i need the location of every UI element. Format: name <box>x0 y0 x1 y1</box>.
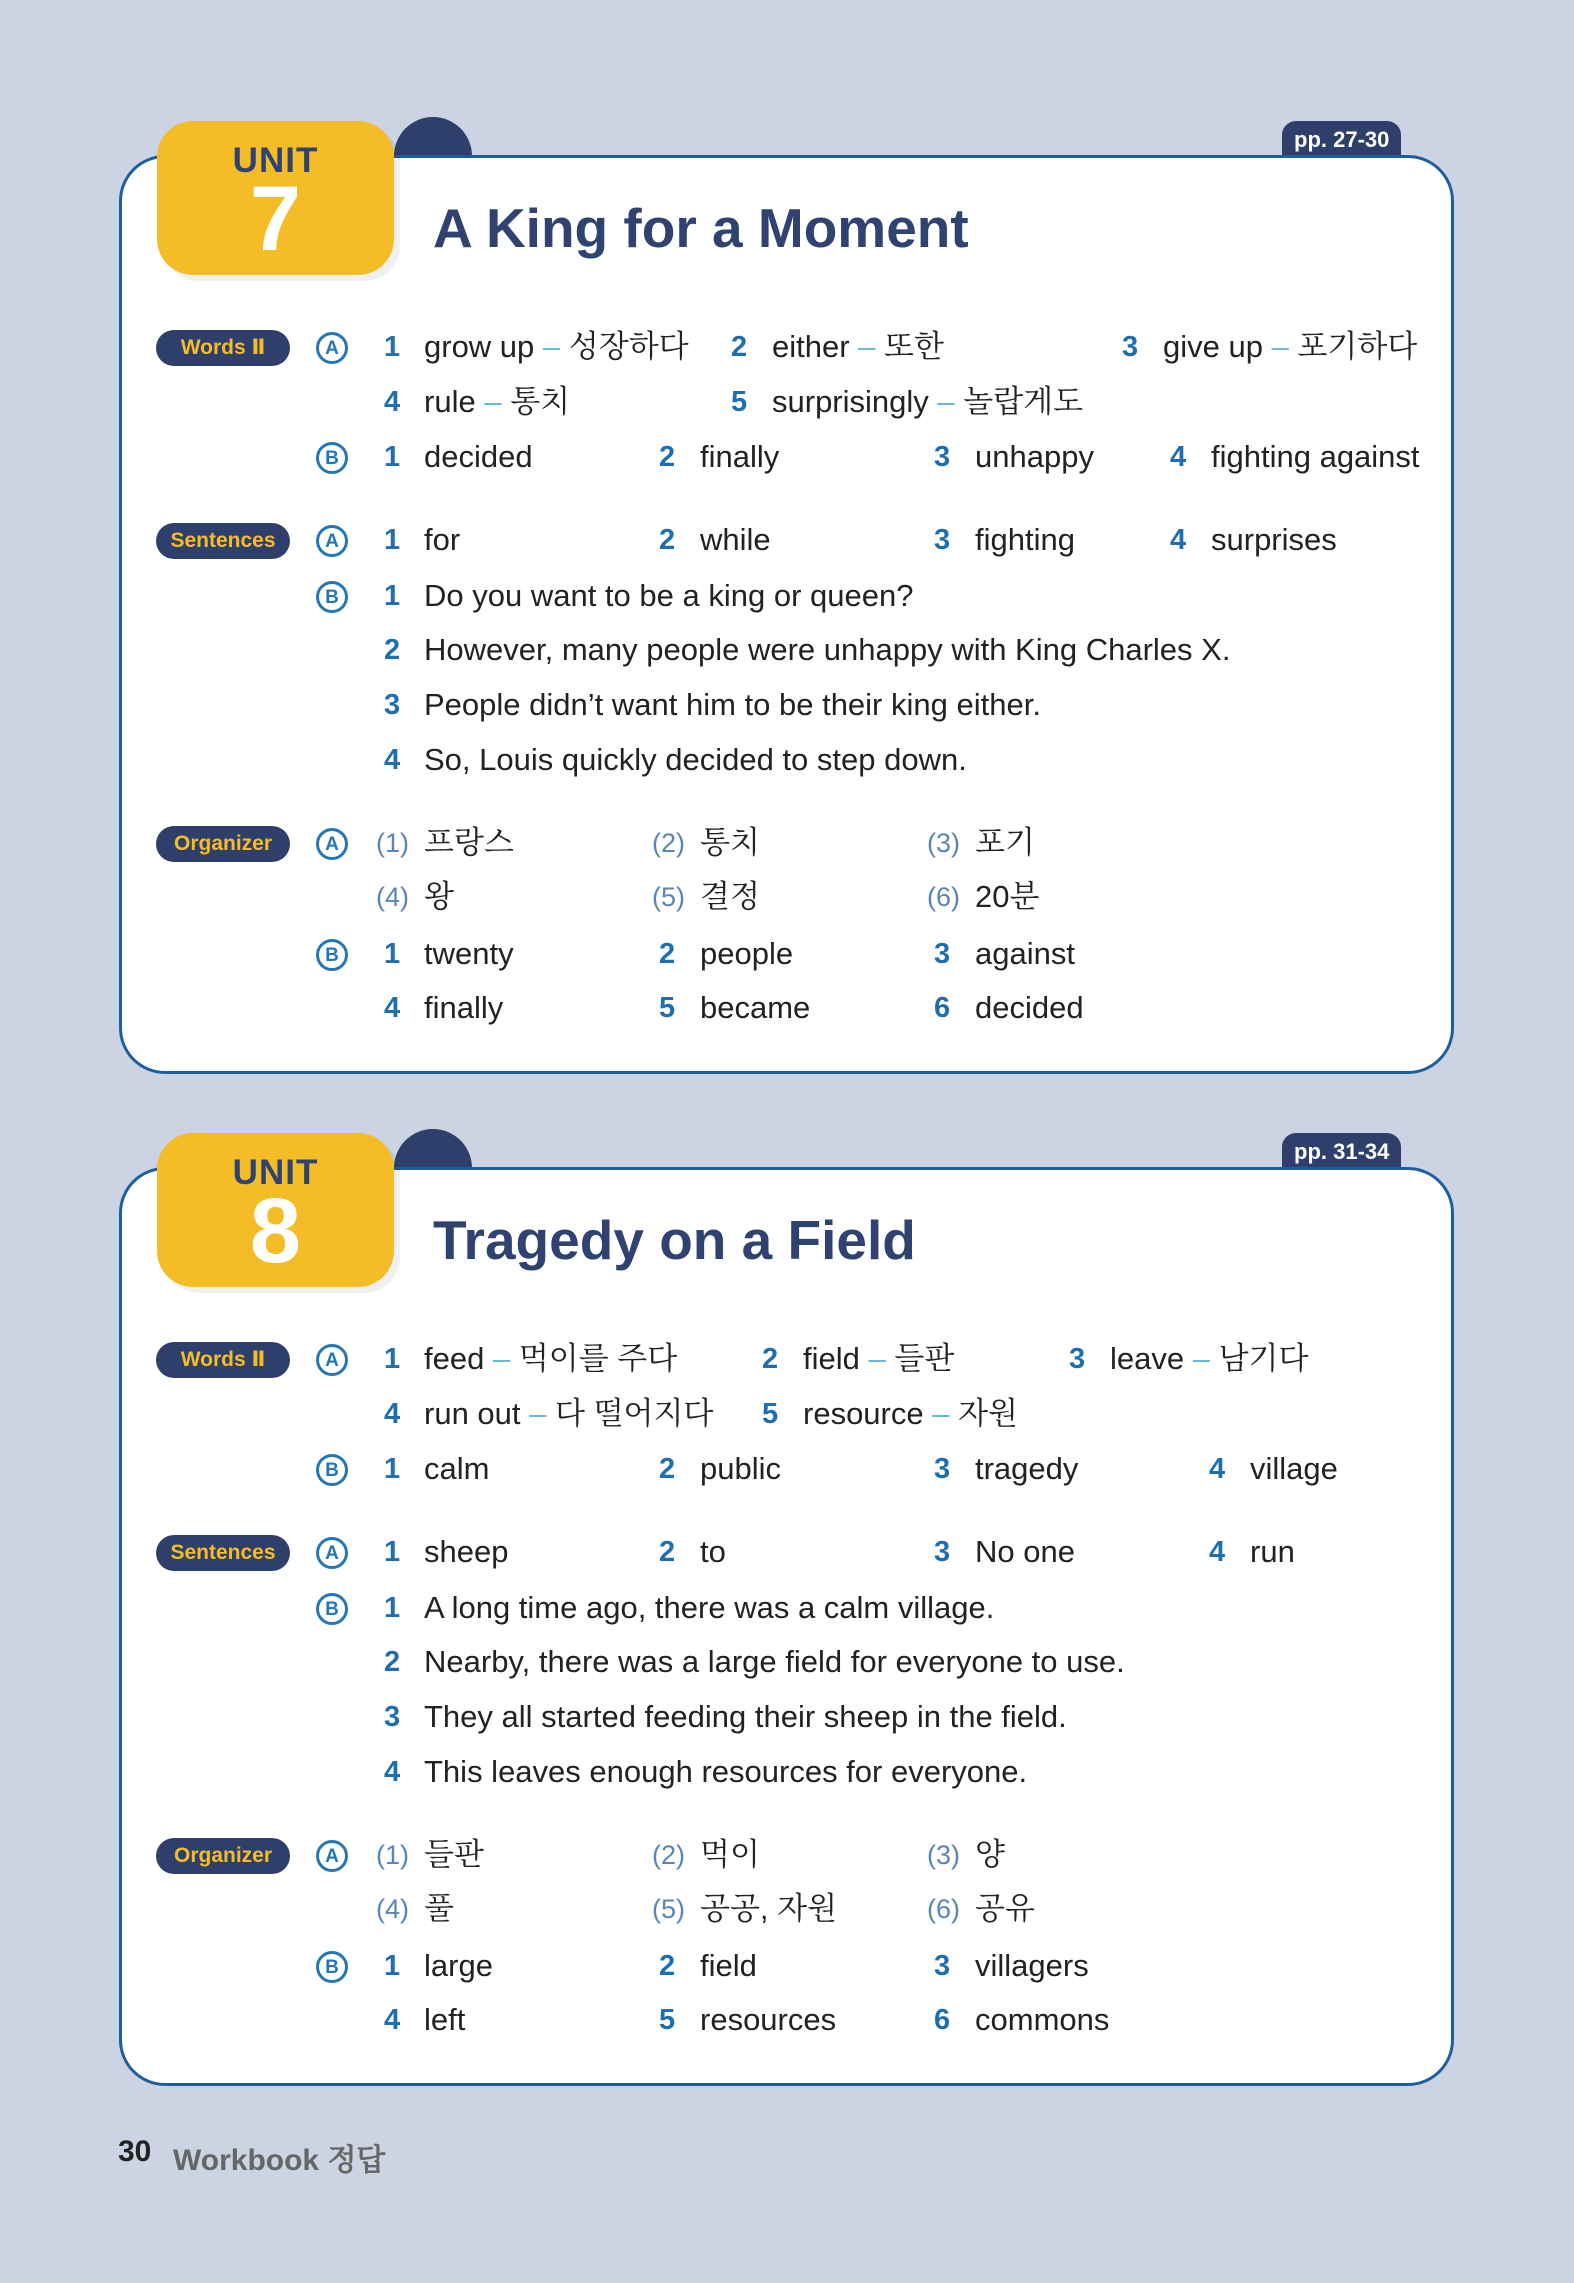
item-number: 4 <box>384 386 401 418</box>
answer: fighting <box>975 522 1075 557</box>
answer: 공유 <box>975 1891 1035 1926</box>
item-number: 4 <box>384 2004 401 2036</box>
item-number: 2 <box>659 441 676 473</box>
answer: feed – 먹이를 주다 <box>424 1341 678 1376</box>
unit-badge <box>157 121 394 275</box>
item-number: 3 <box>934 524 951 556</box>
item-number: 1 <box>384 1343 401 1375</box>
page-range-badge: pp. 27-30 <box>1282 121 1401 157</box>
item-number: 3 <box>1069 1343 1086 1375</box>
answer: field <box>700 1948 757 1983</box>
answer: tragedy <box>975 1451 1079 1486</box>
item-number: (2) <box>652 828 685 858</box>
answer: large <box>424 1948 493 1983</box>
answer: commons <box>975 2002 1110 2037</box>
item-number: 4 <box>1170 441 1187 473</box>
answer: 공공, 자원 <box>700 1891 838 1926</box>
answer: resource – 자원 <box>803 1396 1019 1431</box>
item-number: 2 <box>659 524 676 556</box>
answer: 들판 <box>424 1837 484 1872</box>
item-number: 5 <box>659 2004 676 2036</box>
sentences-section-label: Sentences <box>156 1535 290 1571</box>
section-a-marker: A <box>316 1537 348 1569</box>
answer: run out – 다 떨어지다 <box>424 1396 714 1431</box>
answer: twenty <box>424 936 514 971</box>
section-a-marker: A <box>316 525 348 557</box>
section-b-marker: B <box>316 939 348 971</box>
unit-8-card <box>119 1167 1454 2086</box>
answer: to <box>700 1534 726 1569</box>
answer: give up – 포기하다 <box>1163 329 1418 364</box>
answer: finally <box>700 439 780 474</box>
item-number: 1 <box>384 1536 401 1568</box>
unit-title: A King for a Moment <box>433 197 969 259</box>
item-number: 1 <box>384 441 401 473</box>
item-number: 4 <box>384 992 401 1024</box>
item-number: 3 <box>384 689 401 721</box>
item-number: (4) <box>376 882 409 912</box>
item-number: 1 <box>384 1592 401 1624</box>
item-number: 3 <box>934 1950 951 1982</box>
words-section-label: Words Ⅱ <box>156 1342 290 1378</box>
item-number: 3 <box>934 1453 951 1485</box>
item-number: 1 <box>384 524 401 556</box>
item-number: 3 <box>1122 331 1139 363</box>
item-number: 5 <box>731 386 748 418</box>
section-a-marker: A <box>316 332 348 364</box>
item-number: (4) <box>376 1894 409 1924</box>
item-number: 5 <box>659 992 676 1024</box>
sentence-answer: Nearby, there was a large field for everyone to use. <box>424 1644 1125 1679</box>
item-number: 4 <box>1209 1536 1226 1568</box>
item-number: 2 <box>731 331 748 363</box>
answer: surprises <box>1211 522 1337 557</box>
item-number: 5 <box>762 1398 779 1430</box>
section-a-marker: A <box>316 828 348 860</box>
answer: 왕 <box>424 879 454 914</box>
item-number: (5) <box>652 1894 685 1924</box>
unit-label: UNIT <box>232 1153 319 1192</box>
item-number: (6) <box>927 1894 960 1924</box>
unit-title: Tragedy on a Field <box>433 1209 916 1271</box>
answer: village <box>1250 1451 1338 1486</box>
item-number: 2 <box>659 938 676 970</box>
unit-number: 8 <box>249 1180 302 1282</box>
section-a-marker: A <box>316 1344 348 1376</box>
answer: decided <box>975 990 1084 1025</box>
item-number: (3) <box>927 828 960 858</box>
item-number: 4 <box>1209 1453 1226 1485</box>
footer-label: Workbook 정답 <box>173 2144 386 2177</box>
item-number: 3 <box>934 938 951 970</box>
sentence-answer: They all started feeding their sheep in the field. <box>424 1699 1067 1734</box>
answer: rule – 통치 <box>424 384 571 419</box>
organizer-section-label: Organizer <box>156 1838 290 1874</box>
section-b-marker: B <box>316 1454 348 1486</box>
item-number: 1 <box>384 1950 401 1982</box>
item-number: 6 <box>934 2004 951 2036</box>
section-b-marker: B <box>316 1951 348 1983</box>
sentence-answer: However, many people were unhappy with King Charles X. <box>424 632 1231 667</box>
item-number: 4 <box>1170 524 1187 556</box>
item-number: 1 <box>384 938 401 970</box>
answer: became <box>700 990 811 1025</box>
answer: while <box>700 522 771 557</box>
item-number: (6) <box>927 882 960 912</box>
item-number: (5) <box>652 882 685 912</box>
organizer-section-label: Organizer <box>156 826 290 862</box>
item-number: (1) <box>376 1840 409 1870</box>
answer: grow up – 성장하다 <box>424 329 689 364</box>
answer: 양 <box>975 1837 1005 1872</box>
item-number: 4 <box>384 1756 401 1788</box>
item-number: 3 <box>934 441 951 473</box>
answer: 먹이 <box>700 1837 760 1872</box>
answer: 통치 <box>700 825 760 860</box>
answer: people <box>700 936 794 971</box>
answer: sheep <box>424 1534 509 1569</box>
answer: fighting against <box>1211 439 1420 474</box>
page-range-badge: pp. 31-34 <box>1282 1133 1401 1169</box>
answer: 포기 <box>975 825 1035 860</box>
item-number: 2 <box>659 1536 676 1568</box>
answer: calm <box>424 1451 490 1486</box>
section-a-marker: A <box>316 1840 348 1872</box>
item-number: 3 <box>934 1536 951 1568</box>
unit-label: UNIT <box>232 141 319 180</box>
sentence-answer: People didn’t want him to be their king either. <box>424 687 1041 722</box>
item-number: (3) <box>927 1840 960 1870</box>
answer: unhappy <box>975 439 1094 474</box>
answer: leave – 남기다 <box>1110 1341 1309 1376</box>
unit-number: 7 <box>249 168 302 270</box>
answer: against <box>975 936 1075 971</box>
answer: either – 또한 <box>772 329 944 364</box>
item-number: 4 <box>384 1398 401 1430</box>
item-number: 2 <box>659 1453 676 1485</box>
item-number: 1 <box>384 580 401 612</box>
item-number: 3 <box>384 1701 401 1733</box>
unit-badge <box>157 1133 394 1287</box>
answer: for <box>424 522 461 557</box>
answer: 프랑스 <box>424 825 514 860</box>
sentence-answer: A long time ago, there was a calm village. <box>424 1590 995 1625</box>
section-b-marker: B <box>316 442 348 474</box>
item-number: 2 <box>762 1343 779 1375</box>
item-number: 4 <box>384 744 401 776</box>
item-number: 2 <box>659 1950 676 1982</box>
sentence-answer: Do you want to be a king or queen? <box>424 578 914 613</box>
answer: villagers <box>975 1948 1089 1983</box>
answer: resources <box>700 2002 837 2037</box>
sentence-answer: This leaves enough resources for everyone. <box>424 1754 1028 1789</box>
sentence-answer: So, Louis quickly decided to step down. <box>424 742 967 777</box>
answer: 풀 <box>424 1891 454 1926</box>
item-number: 1 <box>384 331 401 363</box>
answer: public <box>700 1451 781 1486</box>
item-number: 2 <box>384 634 401 666</box>
answer: 20분 <box>975 879 1040 914</box>
answer: finally <box>424 990 504 1025</box>
sentences-section-label: Sentences <box>156 523 290 559</box>
answer: decided <box>424 439 533 474</box>
item-number: (2) <box>652 1840 685 1870</box>
item-number: 2 <box>384 1646 401 1678</box>
answer: run <box>1250 1534 1295 1569</box>
page-number: 30 <box>118 2135 152 2168</box>
answer: No one <box>975 1534 1075 1569</box>
item-number: (1) <box>376 828 409 858</box>
item-number: 1 <box>384 1453 401 1485</box>
section-b-marker: B <box>316 581 348 613</box>
item-number: 6 <box>934 992 951 1024</box>
answer: field – 들판 <box>803 1341 955 1376</box>
answer: left <box>424 2002 466 2037</box>
words-section-label: Words Ⅱ <box>156 330 290 366</box>
answer: surprisingly – 놀랍게도 <box>772 384 1084 419</box>
section-b-marker: B <box>316 1593 348 1625</box>
answer: 결정 <box>700 879 760 914</box>
